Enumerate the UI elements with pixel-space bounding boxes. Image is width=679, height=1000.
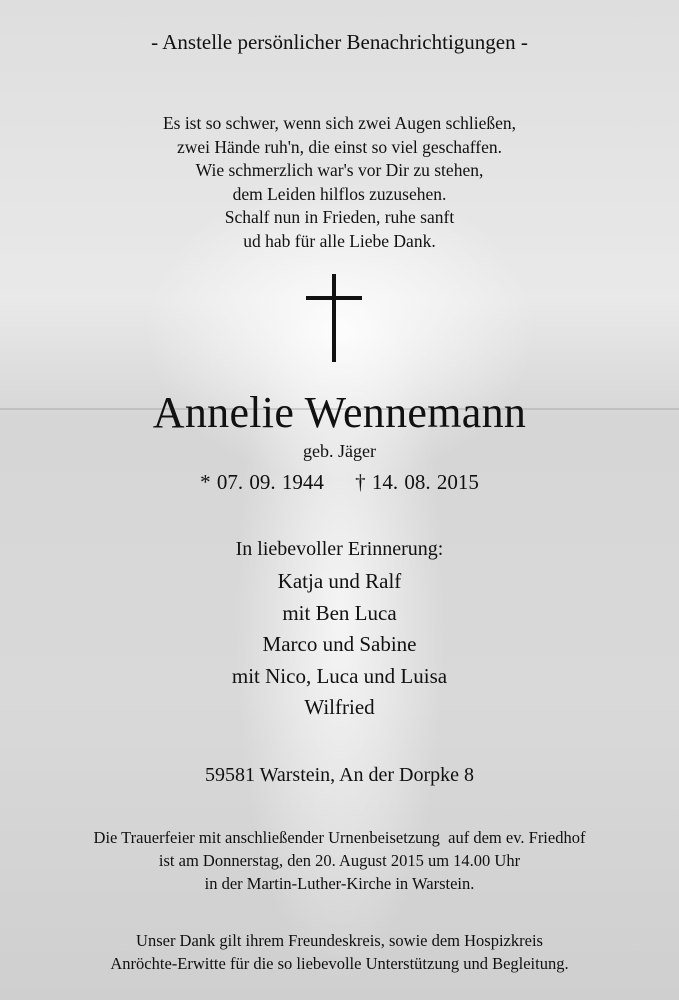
ceremony-line: Die Trauerfeier mit anschließender Urnenbeisetzung auf dem ev. Friedhof xyxy=(93,828,586,847)
thanks-line: Unser Dank gilt ihrem Freundeskreis, sowie dem Hospizkreis xyxy=(136,931,543,950)
ceremony-info xyxy=(0,826,679,895)
poem-line: Es ist so schwer, wenn sich zwei Augen schließen, xyxy=(162,113,517,133)
ceremony-line: in der Martin-Luther-Kirche in Warstein. xyxy=(204,874,475,893)
survivor-line: Katja und Ralf xyxy=(277,569,402,593)
death-symbol: † xyxy=(355,470,366,494)
survivors-list xyxy=(0,566,679,724)
birth-symbol: * xyxy=(200,470,211,494)
family-address: 59581 Warstein, An der Dorpke 8 xyxy=(204,764,475,786)
survivor-line: Wilfried xyxy=(304,695,375,719)
survivor-line: mit Nico, Luca und Luisa xyxy=(231,663,448,688)
deceased-name: Annelie Wennemann xyxy=(152,388,527,437)
ceremony-line: ist am Donnerstag, den 20. August 2015 um 14.00 Uhr xyxy=(158,851,521,870)
poem xyxy=(0,112,679,254)
survivor-line: mit Ben Luca xyxy=(282,600,397,625)
latin-cross-icon xyxy=(306,274,362,362)
notice-header: - Anstelle persönlicher Benachrichtigungen - xyxy=(151,30,528,54)
death-date: 14. 08. 2015 xyxy=(371,470,479,494)
maiden-name: geb. Jäger xyxy=(303,441,376,461)
life-dates xyxy=(0,470,679,495)
thanks-line: Anröchte-Erwitte für die so liebevolle Unterstützung und Begleitung. xyxy=(110,954,569,973)
survivor-line: Marco und Sabine xyxy=(262,632,417,656)
poem-line: ud hab für alle Liebe Dank. xyxy=(243,230,436,251)
memory-label: In liebevoller Erinnerung: xyxy=(235,538,444,560)
poem-line: Wie schmerzlich war's vor Dir zu stehen, xyxy=(195,160,484,181)
poem-line: zwei Hände ruh'n, die einst so viel geschaffen. xyxy=(176,136,502,157)
thanks-note xyxy=(0,929,679,975)
birth-date: 07. 09. 1944 xyxy=(216,470,324,494)
poem-line: dem Leiden hilflos zuzusehen. xyxy=(232,183,447,204)
poem-line: Schalf nun in Frieden, ruhe sanft xyxy=(224,207,455,228)
